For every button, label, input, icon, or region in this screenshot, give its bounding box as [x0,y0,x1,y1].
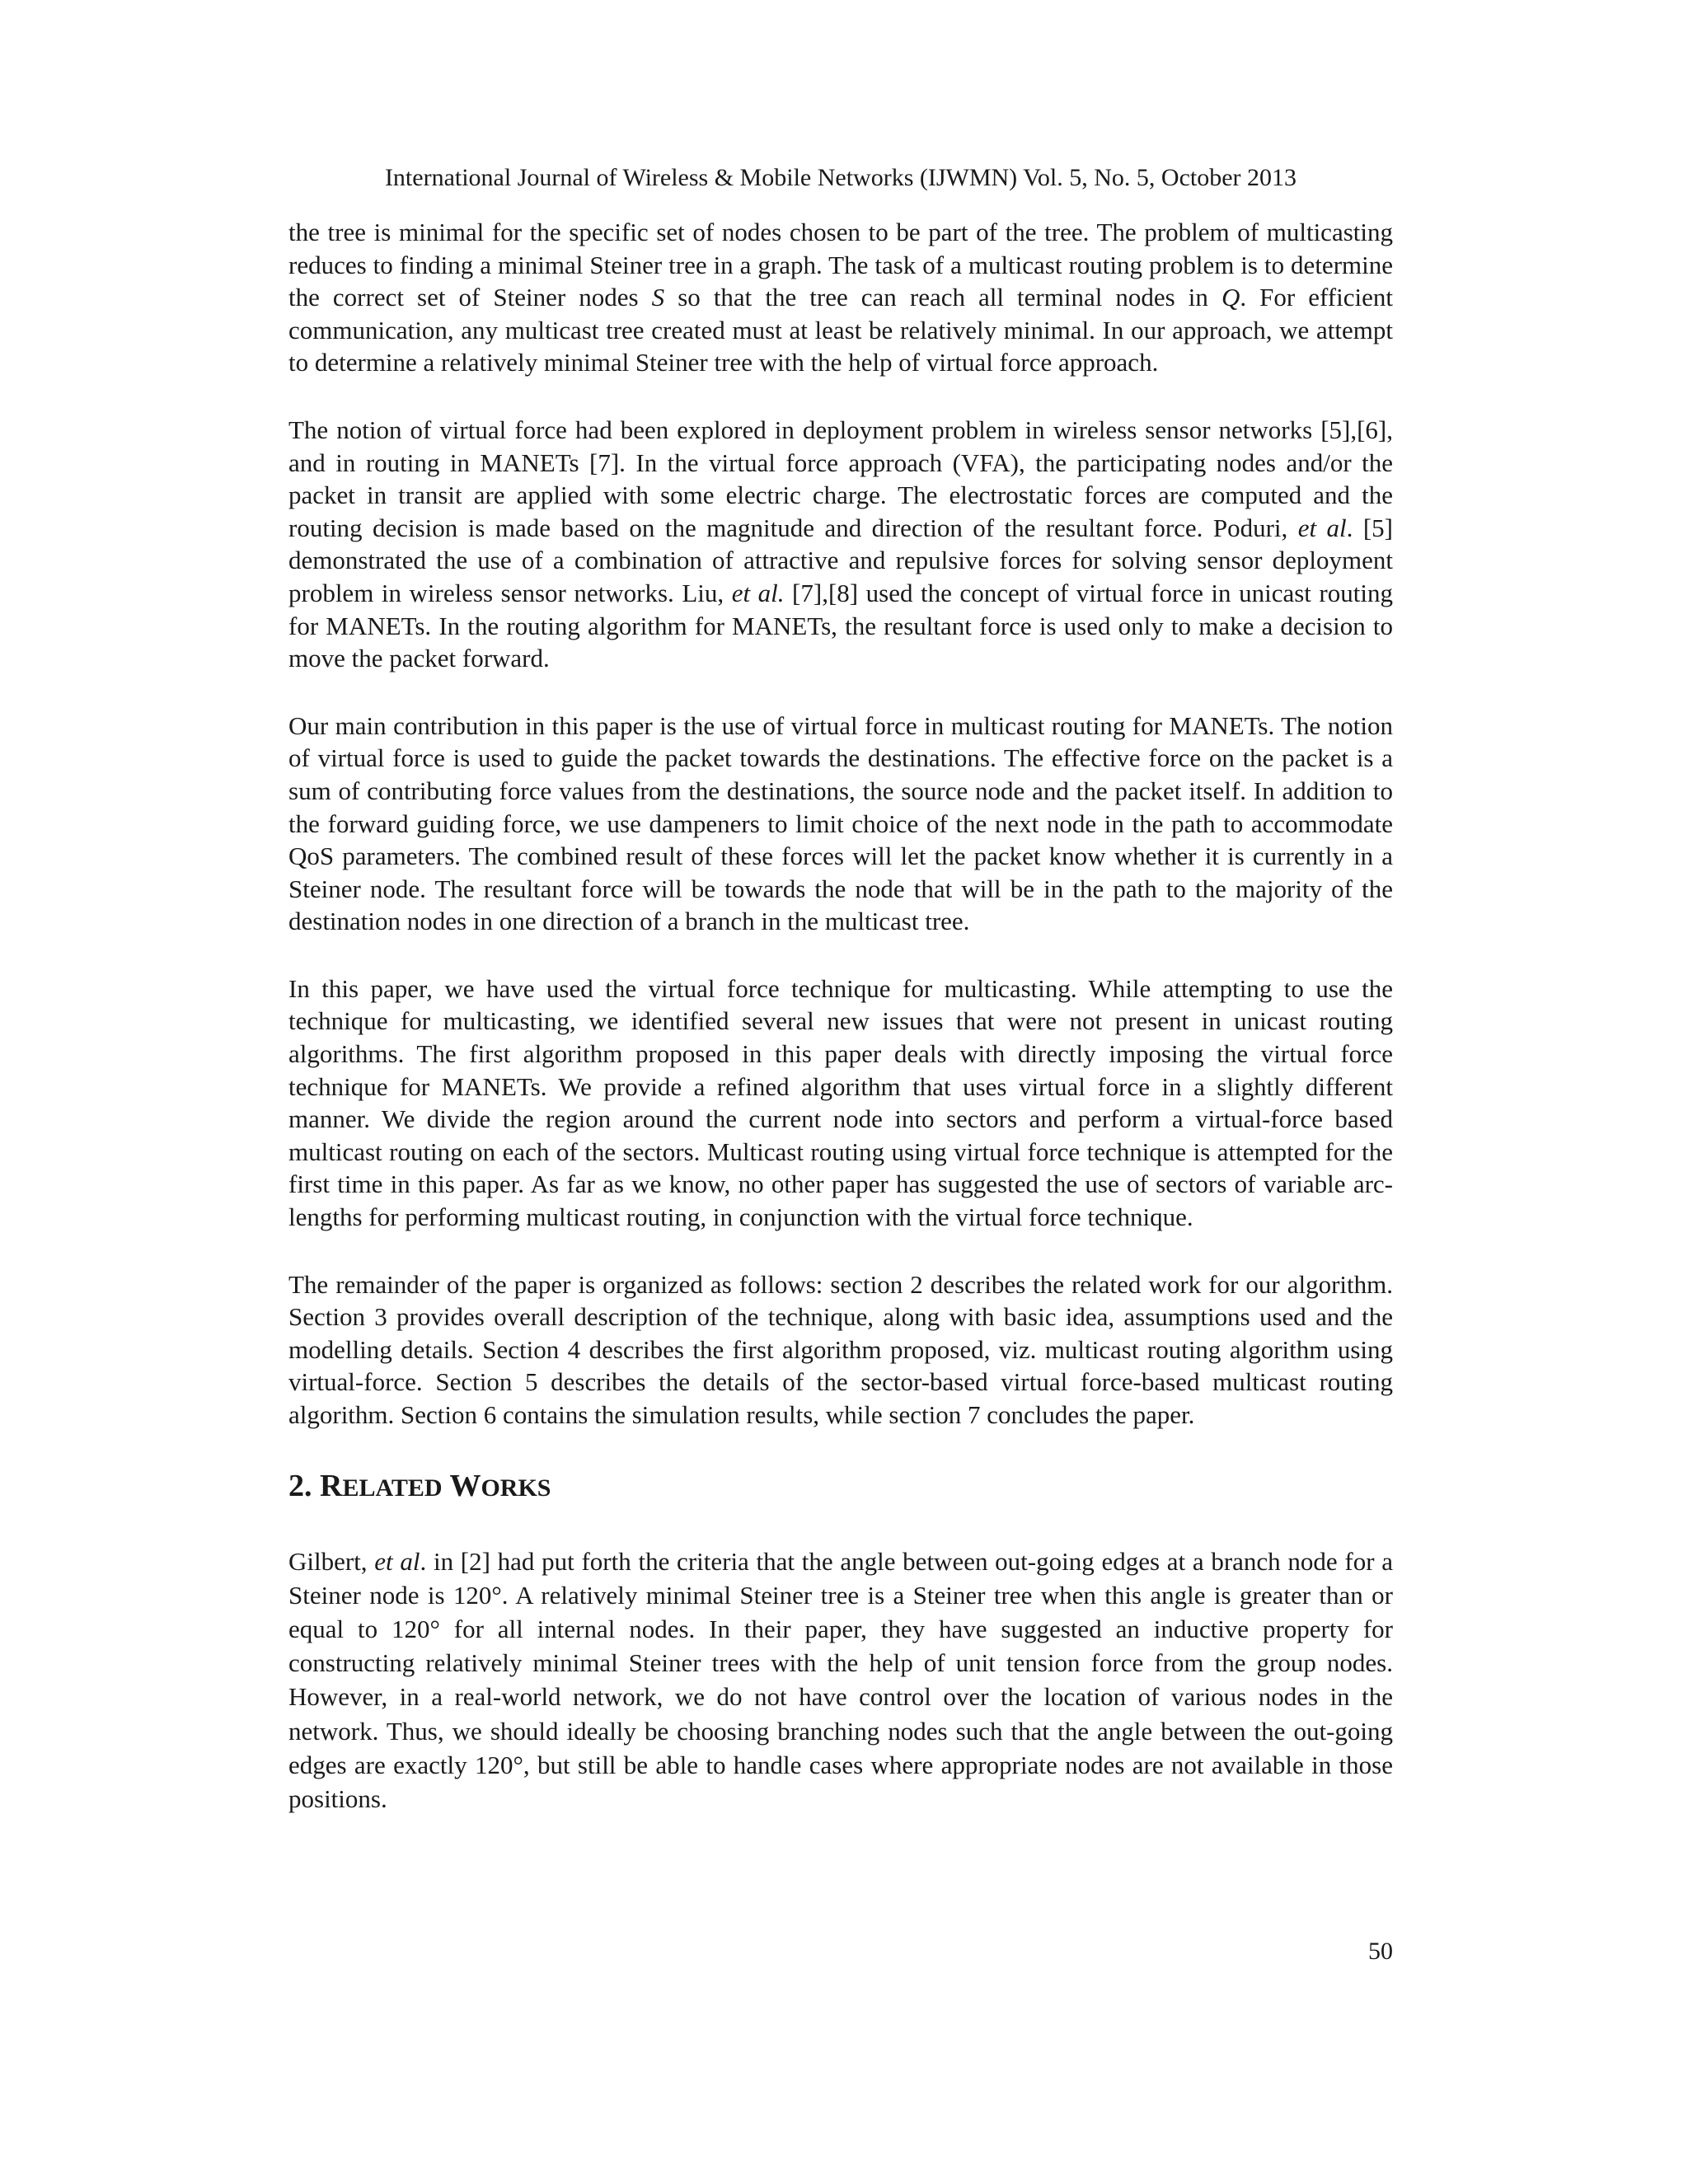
paragraph-steiner-tree: the tree is minimal for the specific set of nodes chosen to be part of the tree. The problem of multicasting reduces to finding a minimal Steiner tree in a graph. The task of a multicast routing problem is to determine the correct set of Steiner nodes S so that the tree can reach all terminal nodes in Q. For efficient communication, any multicast tree created must at least be relatively minimal. In our approach, we attempt to determine a relatively minimal Steiner tree with the help of virtual force approach. [288,218,1393,377]
section-heading-related-works: 2. RELATED WORKS [288,1468,551,1503]
paragraph-technique-overview: In this paper, we have used the virtual force technique for multicasting. While attempting to use the technique for multicasting, we identified several new issues that were not present in unicast routing algorithms. The first algorithm proposed in this paper deals with directly imposing the virtual force technique for MANETs. We provide a refined algorithm that uses virtual force in a slightly different manner. We divide the region around the current node into sectors and perform a virtual-force based multicast routing on each of the sectors. Multicast routing using virtual force technique is attempted for the first time in this paper. As far as we know, no other paper has suggested the use of sectors of variable arc-lengths for performing multicast routing, in conjunction with the virtual force technique. [288,973,1393,1232]
page-number: 50 [1368,1938,1393,1965]
running-header: International Journal of Wireless & Mobile Networks (IJWMN) Vol. 5, No. 5, October 2013 [384,164,1297,191]
paragraph-virtual-force-notion: The notion of virtual force had been explored in deployment problem in wireless sensor networks [5],[6], and in routing in MANETs [7]. In the virtual force approach (VFA), the participating nodes and/or the packet in transit are applied with some electric charge. The electrostatic forces are computed and the routing decision is made based on the magnitude and direction of the resultant force. Poduri, et al. [5] demonstrated the use of a combination of attractive and repulsive forces for solving sensor deployment problem in wireless sensor networks. Liu, et al. [7],[8] used the concept of virtual force in unicast routing for MANETs. In the routing algorithm for MANETs, the resultant force is used only to make a decision to move the packet forward. [288,415,1393,673]
paragraph-paper-organization: The remainder of the paper is organized as follows: section 2 describes the related work for our algorithm. Section 3 provides overall description of the technique, along with basic idea, assumptions used and the modelling details. Section 4 describes the first algorithm proposed, viz. multicast routing algorithm using virtual-force. Section 5 describes the details of the sector-based virtual force-based multicast routing algorithm. Section 6 contains the simulation results, while section 7 concludes the paper. [288,1269,1393,1429]
paper-page [288,0,1393,2184]
paragraph-related-works: Gilbert, et al. in [2] had put forth the criteria that the angle between out-going edges at a branch node for a Steiner node is 120°. A relatively minimal Steiner tree is a Steiner tree when this angle is greater than or equal to 120° for all internal nodes. In their paper, they have suggested an inductive property for constructing relatively minimal Steiner trees with the help of unit tension force from the group nodes. However, in a real-world network, we do not have control over the location of various nodes in the network. Thus, we should ideally be choosing branching nodes such that the angle between the out-going edges are exactly 120°, but still be able to handle cases where appropriate nodes are not available in those positions. [288,1546,1393,1814]
paragraph-main-contribution: Our main contribution in this paper is the use of virtual force in multicast routing for MANETs. The notion of virtual force is used to guide the packet towards the destinations. The effective force on the packet is a sum of contributing force values from the destinations, the source node and the packet itself. In addition to the forward guiding force, we use dampeners to limit choice of the next node in the path to accommodate QoS parameters. The combined result of these forces will let the packet know whether it is currently in a Steiner node. The resultant force will be towards the node that will be in the path to the majority of the destination nodes in one direction of a branch in the multicast tree. [288,710,1393,936]
body-text [288,216,1393,1850]
